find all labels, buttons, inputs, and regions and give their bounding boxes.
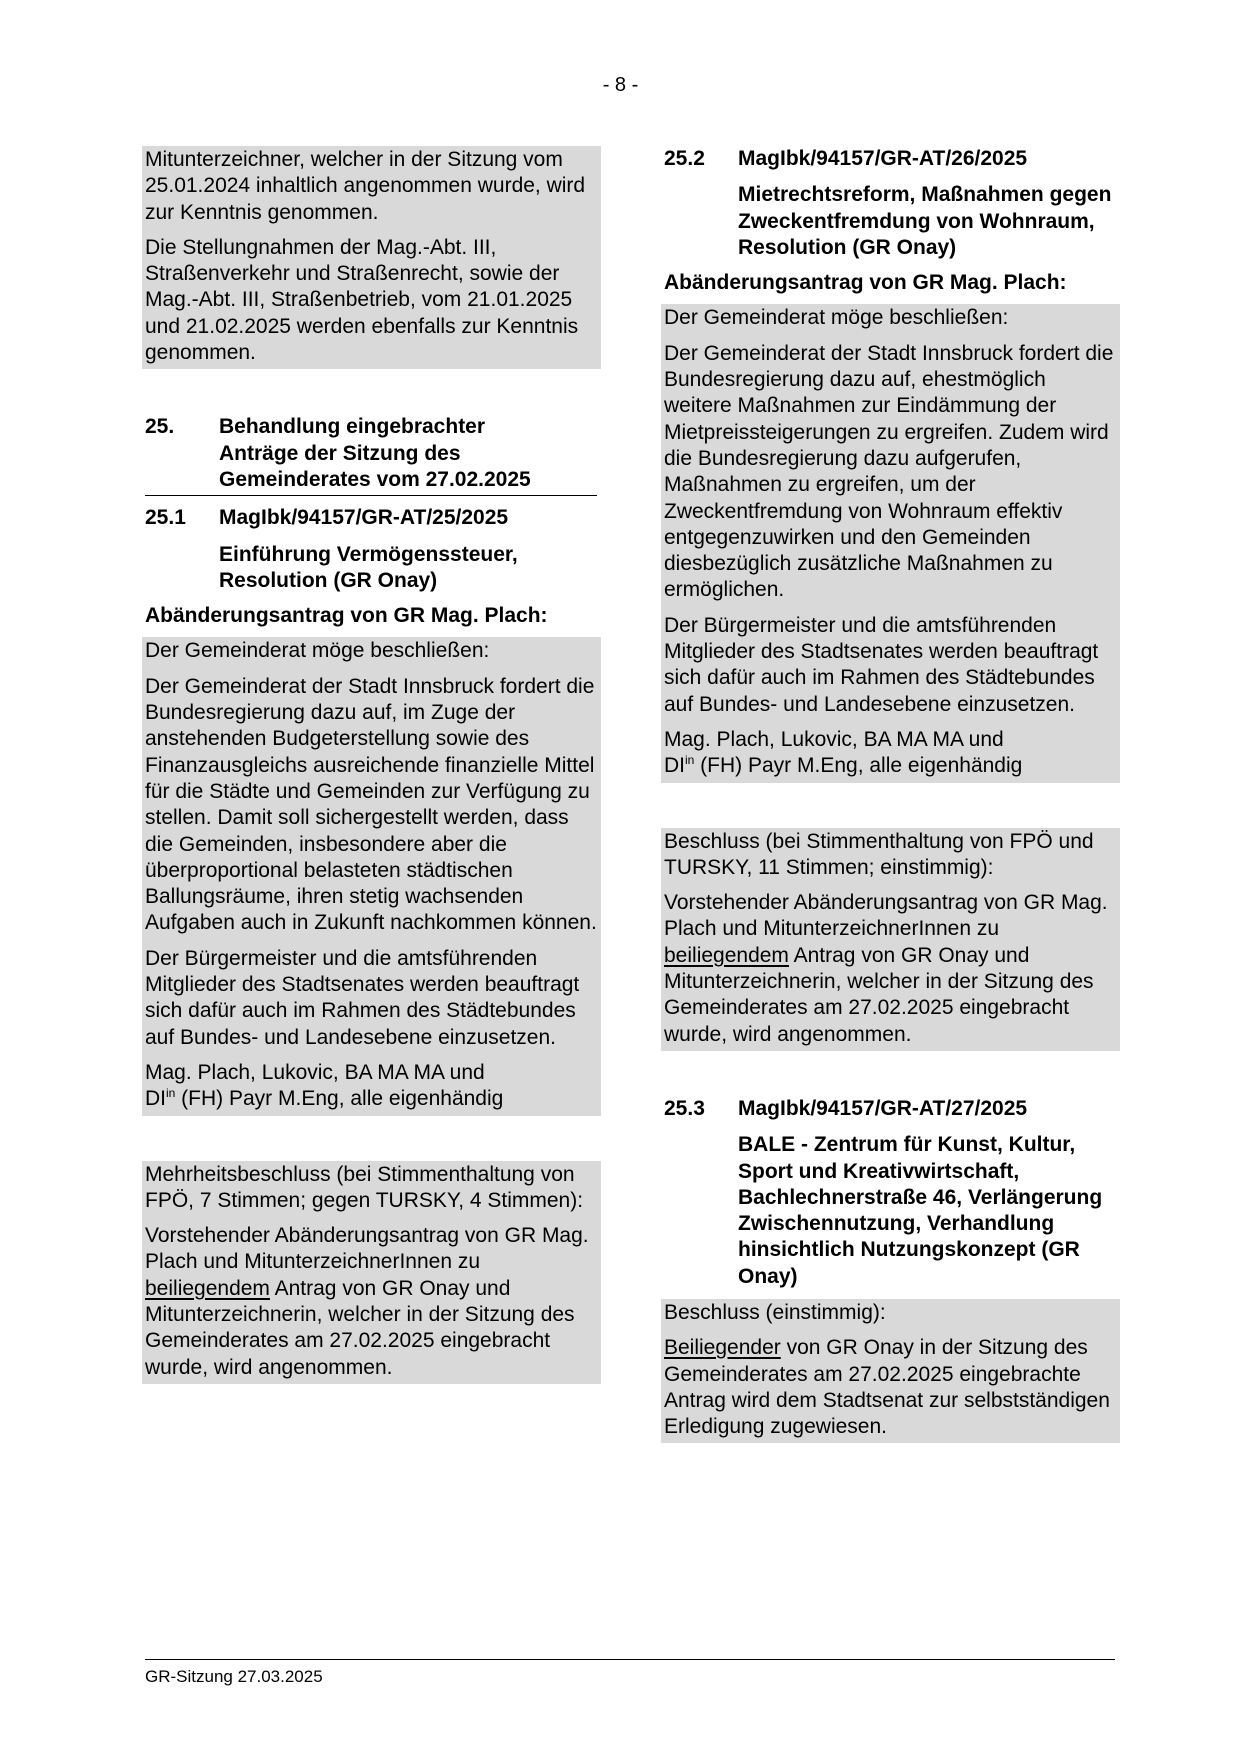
item-number: 25.2 (664, 147, 705, 170)
intro-box (142, 146, 601, 369)
intro-paragraph: Mitunterzeichner, welcher in der Sitzung vom 25.01.2024 inhaltlich angenommen wurde, wird zur Kenntnis genommen. (145, 148, 586, 224)
decision-text: Vorstehender Abänderungsantrag von GR Mag. Plach und MitunterzeichnerInnen zu beiliegendem Antrag von GR Onay und Mitunterzeichnerin, welcher in der Sitzung des Gemeinderates am 27.02.2025 eingebracht wurde, wird angenommen. (145, 1224, 589, 1379)
intro-paragraph: Die Stellungnahmen der Mag.-Abt. III, Straßenverkehr und Straßenrecht, sowie der Mag.-Abt. III, Straßenbetrieb, vom 21.01.2025 und 21.02.2025 werden ebenfalls zur Kenntnis genommen. (145, 235, 579, 365)
decision-text: Beiliegender von GR Onay in der Sitzung des Gemeinderates am 27.02.2025 eingebrachte Antrag wird dem Stadtsenat zur selbstständigen Erledigung zugewiesen. (664, 1336, 1110, 1439)
motion-paragraph: Der Gemeinderat der Stadt Innsbruck fordert die Bundesregierung dazu auf, im Zuge der anstehenden Budgeterstellung sowie des Finanzausgleichs ausreichende finanzielle Mittel für die Städte und Gemeinden zur Verfügung zu stellen. Damit soll sichergestellt werden, dass die Gemeinden, insbesondere aber die überproportional belasteten städtischen Ballungsräume, ihren stetig wachsenden Aufgaben auch in Zukunft nachkommen können. (145, 674, 597, 935)
footer-divider (145, 1659, 1115, 1660)
motion-heading: Abänderungsantrag von GR Mag. Plach: (145, 604, 548, 628)
motion-paragraph: Der Gemeinderat möge beschließen: (664, 306, 1009, 330)
vote-result: Beschluss (einstimmig): (664, 1300, 886, 1324)
decision-text: Vorstehender Abänderungsantrag von GR Mag. Plach und MitunterzeichnerInnen zu beiliegendem Antrag von GR Onay und Mitunterzeichnerin, welcher in der Sitzung des Gemeinderates am 27.02.2025 eingebracht wurde, wird angenommen. (664, 891, 1108, 1046)
attachment-link[interactable]: beiliegendem (664, 943, 789, 967)
decision-box (142, 1161, 601, 1384)
attachment-link[interactable]: beiliegendem (145, 1276, 270, 1300)
decision-box (661, 828, 1120, 1051)
item-heading (145, 505, 597, 531)
item-reference: MagIbk/94157/GR-AT/27/2025 (738, 1096, 1028, 1120)
motion-paragraph: Der Gemeinderat möge beschließen: (145, 639, 490, 663)
item-heading (664, 1096, 1116, 1122)
motion-paragraph: Der Gemeinderat der Stadt Innsbruck fordert die Bundesregierung dazu auf, ehestmöglich weitere Maßnahmen zur Eindämmung der Mietpreissteigerungen zu ergreifen. Zudem wird die Bundesregierung dazu aufgerufen, Maßnahmen zu ergreifen, um der Zweckentfremdung von Wohnraum effektiv entgegenzuwirken und den Gemeinden diesbezüglich zusätzliche Maßnahmen zu ermöglichen. (664, 341, 1114, 602)
signatures: Mag. Plach, Lukovic, BA MA MA und $DI^{in}$ (FH) Payr M.Eng, alle eigenhändig (664, 727, 1023, 778)
footer-text: GR-Sitzung 27.03.2025 (145, 1667, 323, 1686)
item-subject: BALE - Zentrum für Kunst, Kultur, Sport und Kreativwirtschaft, Bachlechnerstraße 46, Verlängerung Zwischennutzung, Verhandlung hinsichtlich Nutzungskonzept (GR Onay) (738, 1133, 1103, 1288)
decision-box (661, 1299, 1120, 1443)
vote-result: Beschluss (bei Stimmenthaltung von FPÖ und TURSKY, 11 Stimmen; einstimmig): (664, 829, 1094, 879)
item-reference: MagIbk/94157/GR-AT/25/2025 (219, 506, 509, 530)
section-heading (145, 414, 597, 496)
signatures: Mag. Plach, Lukovic, BA MA MA und $DI^{in}$ (FH) Payr M.Eng, alle eigenhändig (145, 1060, 504, 1111)
page-number: - 8 - (602, 74, 639, 96)
item-subject: Einführung Vermögenssteuer, Resolution (GR Onay) (219, 542, 518, 592)
attachment-link[interactable]: Beiliegender (664, 1336, 781, 1360)
item-reference: MagIbk/94157/GR-AT/26/2025 (738, 147, 1028, 170)
item-heading (664, 146, 1116, 172)
right-column (664, 146, 1116, 1443)
motion-paragraph: Der Bürgermeister und die amtsführenden Mitglieder des Stadtsenates werden beauftragt sich dafür auch im Rahmen des Städtebundes auf Bundes- und Landesebene einzusetzen. (145, 946, 580, 1049)
item-number: 25.3 (664, 1096, 705, 1120)
motion-box (661, 304, 1120, 782)
motion-box (142, 637, 601, 1115)
item-number: 25.1 (145, 506, 186, 530)
motion-paragraph: Der Bürgermeister und die amtsführenden Mitglieder des Stadtsenates werden beauftragt sich dafür auch im Rahmen des Städtebundes auf Bundes- und Landesebene einzusetzen. (664, 613, 1099, 716)
section-title: Behandlung eingebrachter Anträge der Sitzung des Gemeinderates vom 27.02.2025 (219, 415, 531, 491)
motion-heading: Abänderungsantrag von GR Mag. Plach: (664, 271, 1067, 295)
section-number: 25. (145, 415, 175, 439)
item-subject: Mietrechtsreform, Maßnahmen gegen Zweckentfremdung von Wohnraum, Resolution (GR Onay) (738, 183, 1112, 259)
left-column (145, 146, 597, 1384)
vote-result: Mehrheitsbeschluss (bei Stimmenthaltung von FPÖ, 7 Stimmen; gegen TURSKY, 4 Stimmen): (145, 1162, 584, 1212)
